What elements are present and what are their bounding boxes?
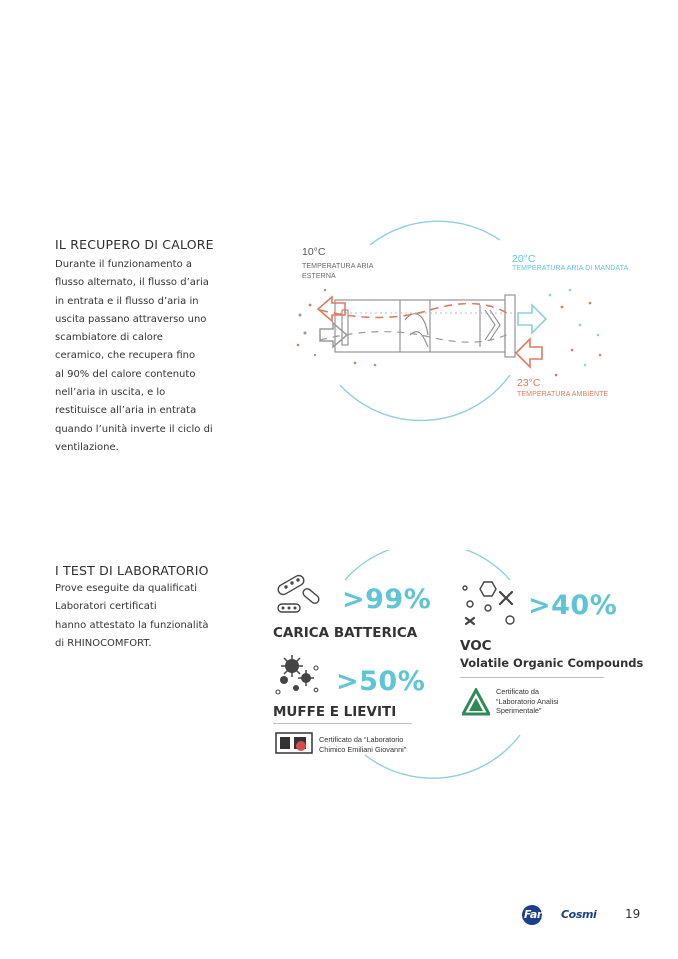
circle-arc-bottom (340, 375, 510, 420)
heat-exchanger-diagram (280, 215, 620, 465)
room-temp-label: TEMPERATURA AMBIENTE (517, 391, 609, 398)
text-line: ceramico, che recupera fino (55, 350, 196, 362)
supply-temp-label: TEMPERATURA ARIA DI MANDATA (512, 265, 629, 272)
bacteria-percentage: >99% (342, 584, 432, 615)
brand-name-part1: Fantini (524, 908, 564, 921)
certification-left (319, 735, 406, 754)
lab-logo-triangle-icon (462, 688, 490, 716)
heat-recovery-text (55, 256, 213, 457)
text-line: hanno attestato la funzionalità (55, 619, 209, 631)
outside-temp-label (302, 262, 373, 281)
return-arrow-icon (516, 339, 542, 367)
text-line: restituisce all’aria in entrata (55, 405, 197, 417)
mold-icon (272, 652, 322, 696)
room-temp: 23°C (517, 377, 541, 389)
molds-percentage: >50% (336, 666, 426, 697)
voc-sublabel: Volatile Organic Compounds (460, 656, 644, 670)
text-line: nell’aria in uscita, e lo (55, 387, 166, 399)
certification-right (496, 687, 558, 716)
molecules-icon (460, 580, 518, 628)
text-line: di RHINOCOMFORT. (55, 637, 152, 649)
label-line: TEMPERATURA ARIA (302, 263, 374, 270)
divider (460, 677, 604, 678)
lab-tests-title: I TEST DI LABORATORIO (55, 563, 209, 578)
page-number: 19 (625, 907, 641, 921)
supply-arrow-icon (518, 305, 546, 333)
circle-arc-top (370, 221, 500, 245)
label-line: ESTERNA (302, 272, 336, 280)
text-line: Durante il funzionamento a (55, 259, 192, 270)
molds-label: MUFFE E LIEVITI (273, 704, 397, 720)
text-line: uscita passano attraverso uno (55, 313, 207, 325)
supply-temp: 20°C (512, 253, 536, 265)
text-line: ventilazione. (55, 441, 119, 453)
cert-line: Certificato da (496, 687, 539, 696)
cert-line: Chimico Emiliani Giovanni” (319, 744, 407, 754)
cert-line: Certificato da “Laboratorio (319, 735, 404, 744)
text-line: in entrata e il flusso d’aria in (55, 295, 199, 307)
cert-line: Sperimentale” (496, 706, 542, 715)
text-line: quando l’unità inverte il ciclo di (55, 423, 213, 435)
text-line: flusso alternato, il flusso d’aria (55, 277, 209, 289)
divider (273, 723, 412, 724)
heat-recovery-title: IL RECUPERO DI CALORE (55, 237, 214, 252)
voc-label: VOC (460, 638, 492, 654)
lab-logo-icon (275, 732, 313, 754)
outside-temp: 10°C (302, 246, 326, 258)
inflow-arrow-icon (320, 323, 347, 347)
text-line: al 90% del calore contenuto (55, 368, 196, 380)
voc-percentage: >40% (528, 590, 618, 621)
ventilation-unit (335, 295, 515, 357)
outflow-arrow-icon (318, 297, 345, 321)
text-line: scambiatore di calore (55, 332, 163, 344)
brand-logo (521, 904, 597, 926)
text-line: Laboratori certificati (55, 601, 157, 613)
lab-tests-text (55, 580, 209, 653)
cert-line: “Laboratorio Analisi (496, 696, 559, 706)
text-line: Prove eseguite da qualificati (55, 583, 197, 594)
brand-name-part2: Cosmi (561, 908, 597, 921)
bacteria-icon (274, 570, 324, 616)
bacteria-label: CARICA BATTERICA (273, 625, 418, 641)
